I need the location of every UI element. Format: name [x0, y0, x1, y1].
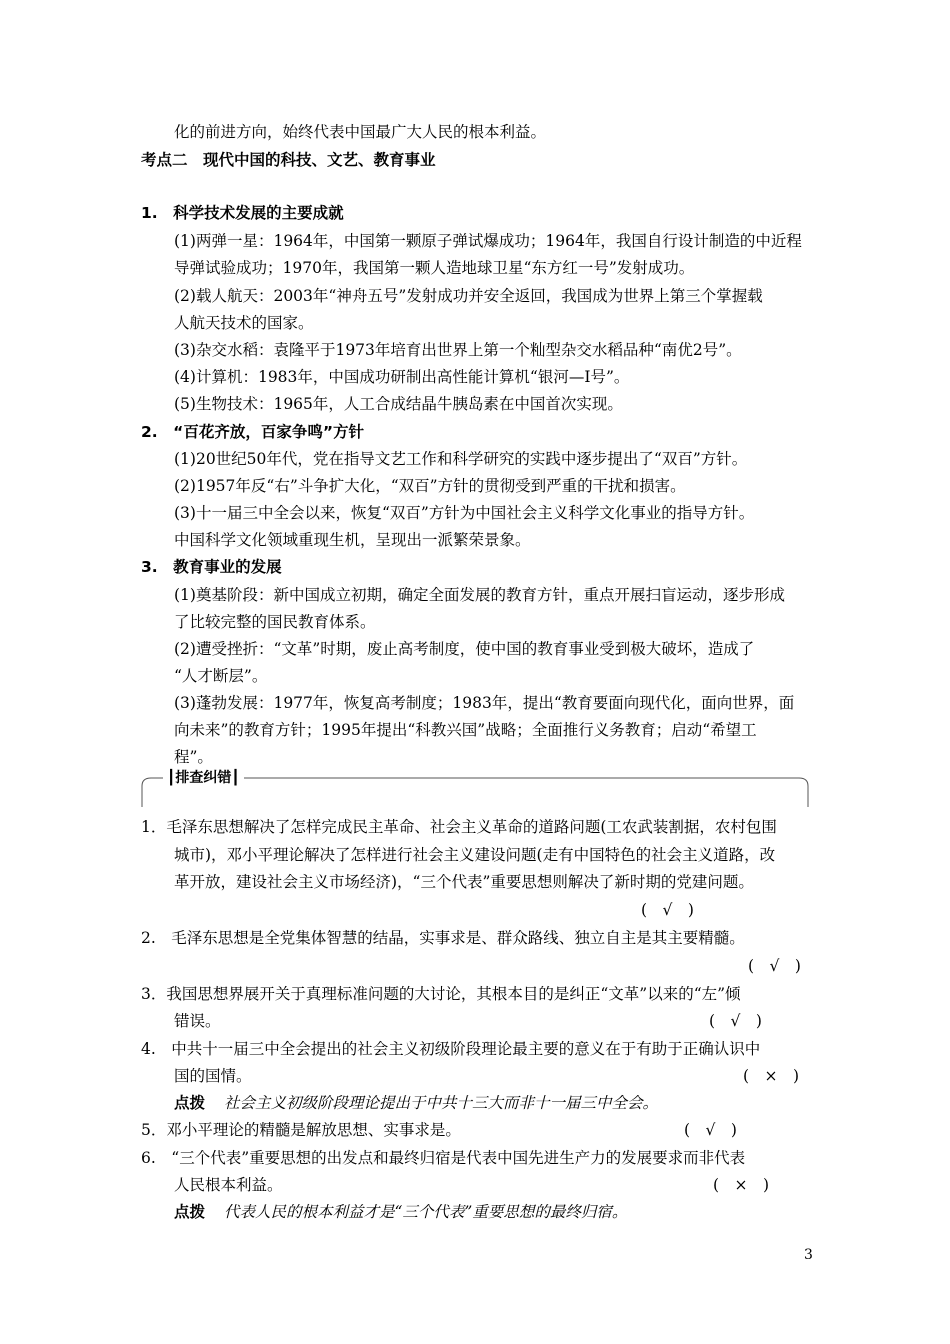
- q3-answer: ( √ ): [709, 1012, 762, 1030]
- q1-line: 城市)，邓小平理论解决了怎样进行社会主义建设问题(走有中国特色的社会主义道路，改: [174, 846, 776, 864]
- p1-line: 导弹试验成功；1970年，我国第一颗人造地球卫星“东方红一号”发射成功。: [174, 259, 695, 277]
- p1-line: (3)杂交水稻：袁隆平于1973年培育出世界上第一个籼型杂交水稻品种“南优2号”。: [174, 341, 742, 359]
- q5-line: 5．邓小平理论的精髓是解放思想、实事求是。: [141, 1121, 461, 1139]
- q4-tip-text: 社会主义初级阶段理论提出于中共十三大而非十一届三中全会。: [224, 1094, 659, 1112]
- heading-2: 2. “百花齐放，百家争鸣”方针: [141, 423, 365, 441]
- page-number: 3: [804, 1247, 813, 1263]
- q6-answer: ( × ): [713, 1176, 770, 1194]
- q4-tip-label: 点拨: [174, 1094, 206, 1112]
- q6-line: 6. “三个代表”重要思想的出发点和最终归宿是代表中国先进生产力的发展要求而非代表: [141, 1149, 746, 1167]
- q5-answer: ( √ ): [684, 1121, 737, 1139]
- p1-line: (2)载人航天：2003年“神舟五号”发射成功并安全返回，我国成为世界上第三个掌握载: [174, 287, 763, 305]
- p1-line: 人航天技术的国家。: [174, 314, 314, 332]
- section-title: 考点二 现代中国的科技、文艺、教育事业: [141, 151, 436, 169]
- q6-tip-label: 点拨: [174, 1203, 206, 1221]
- q4-line: 4. 中共十一届三中全会提出的社会主义初级阶段理论最主要的意义在于有助于正确认识中: [141, 1040, 761, 1058]
- q1-answer: ( √ ): [641, 901, 694, 919]
- box-title: ┃排查纠错┃: [163, 769, 244, 787]
- heading-1: 1. 科学技术发展的主要成就: [141, 204, 344, 222]
- q3-line: 错误。: [174, 1012, 221, 1030]
- p1-line: (4)计算机：1983年，中国成功研制出高性能计算机“银河—Ⅰ号”。: [174, 368, 630, 386]
- q6-tip-text: 代表人民的根本利益才是“三个代表”重要思想的最终归宿。: [224, 1203, 628, 1221]
- q3-line: 3．我国思想界展开关于真理标准问题的大讨论，其根本目的是纠正“文革”以来的“左”倾: [141, 985, 741, 1003]
- heading-3: 3. 教育事业的发展: [141, 558, 282, 576]
- p3-line: (1)奠基阶段：新中国成立初期，确定全面发展的教育方针，重点开展扫盲运动，逐步形成: [174, 586, 785, 604]
- q4-line: 国的国情。: [174, 1067, 252, 1085]
- p3-line: (3)蓬勃发展：1977年，恢复高考制度；1983年，提出“教育要面向现代化，面向世界，面: [174, 694, 795, 712]
- p2-line: (1)20世纪50年代，党在指导文艺工作和科学研究的实践中逐步提出了“双百”方针。: [174, 450, 748, 468]
- p1-line: (1)两弹一星：1964年，中国第一颗原子弹试爆成功；1964年，我国自行设计制造的中近程: [174, 232, 802, 250]
- p3-line: 了比较完整的国民教育体系。: [174, 613, 376, 631]
- q2-line: 2. 毛泽东思想是全党集体智慧的结晶，实事求是、群众路线、独立自主是其主要精髓。: [141, 929, 745, 947]
- q1-line: 1．毛泽东思想解决了怎样完成民主革命、社会主义革命的道路问题(工农武装割据，农村包围: [141, 818, 777, 836]
- intro-line: 化的前进方向，始终代表中国最广大人民的根本利益。: [174, 123, 547, 141]
- p3-line: (2)遭受挫折：“文革”时期，废止高考制度，使中国的教育事业受到极大破坏，造成了: [174, 640, 755, 658]
- p2-line: 中国科学文化领域重现生机，呈现出一派繁荣景象。: [174, 531, 531, 549]
- p3-line: 向未来”的教育方针；1995年提出“科教兴国”战略；全面推行义务教育；启动“希望工: [174, 721, 757, 739]
- q6-line: 人民根本利益。: [174, 1176, 283, 1194]
- q1-line: 革开放，建设社会主义市场经济)，“三个代表”重要思想则解决了新时期的党建问题。: [174, 873, 754, 891]
- q4-answer: ( × ): [743, 1067, 800, 1085]
- p2-line: (2)1957年反“右”斗争扩大化，“双百”方针的贯彻受到严重的干扰和损害。: [174, 477, 686, 495]
- p1-line: (5)生物技术：1965年，人工合成结晶牛胰岛素在中国首次实现。: [174, 395, 623, 413]
- p2-line: (3)十一届三中全会以来，恢复“双百”方针为中国社会主义科学文化事业的指导方针。: [174, 504, 755, 522]
- q2-answer: ( √ ): [748, 957, 801, 975]
- p3-line: 程”。: [174, 748, 213, 766]
- p3-line: “人才断层”。: [174, 667, 268, 685]
